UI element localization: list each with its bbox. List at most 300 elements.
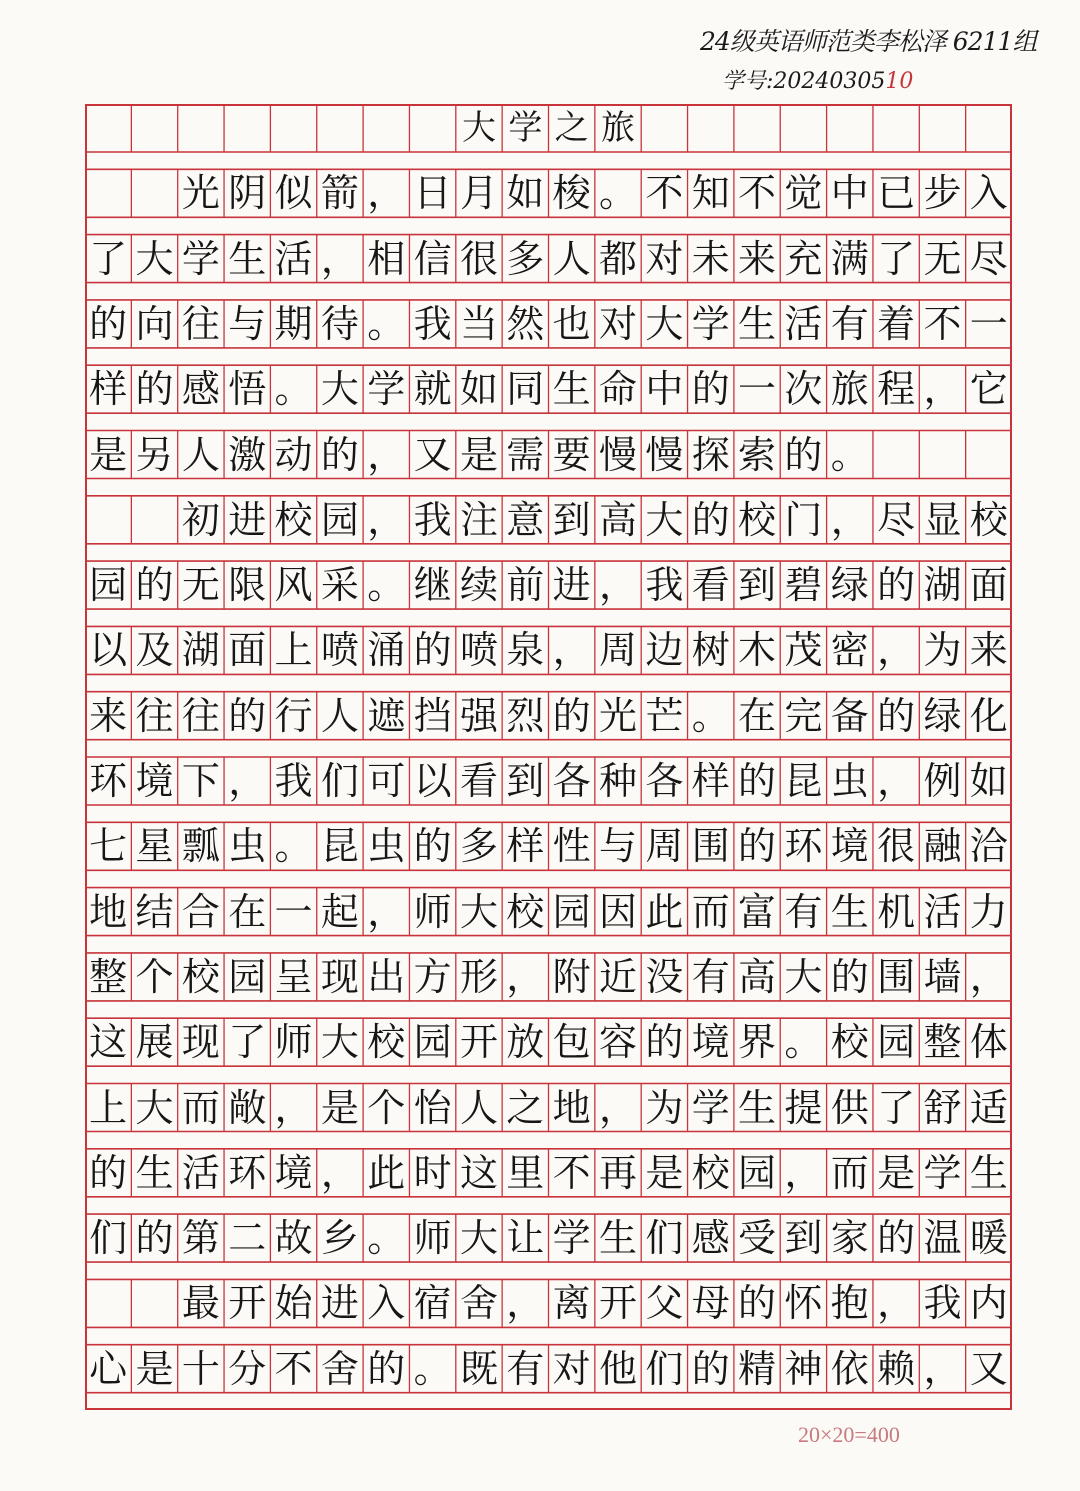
- grid-char: 学: [691, 1085, 730, 1130]
- essay-line: [85, 561, 1012, 609]
- grid-char: 起: [320, 889, 359, 934]
- grid-char: 的: [413, 824, 452, 869]
- essay-line: [85, 626, 1012, 674]
- grid-char: 然: [506, 301, 545, 346]
- grid-char: 附: [552, 954, 591, 999]
- grid-char: 的: [738, 824, 777, 869]
- grid-char: 进: [320, 1281, 359, 1326]
- grid-char: 月: [459, 171, 498, 216]
- essay-line: [85, 1149, 1012, 1197]
- essay-line: [85, 300, 1012, 348]
- grid-char: 有: [691, 954, 730, 999]
- grid-char: 挡: [413, 693, 452, 738]
- grid-char: 以: [413, 759, 452, 803]
- grid-char: 喷: [459, 628, 498, 673]
- grid-char: 校: [738, 497, 777, 542]
- grid-char: 境: [135, 759, 174, 803]
- grid-char: 生: [738, 301, 777, 346]
- grid-char: 学: [508, 108, 543, 148]
- grid-char: 到: [506, 759, 545, 803]
- essay-line: [85, 757, 1012, 805]
- grid-char: 湖: [181, 628, 220, 673]
- grid-char: 的: [228, 693, 267, 738]
- grid-char: 大: [645, 301, 684, 346]
- grid-char: 多: [506, 236, 545, 281]
- grid-char: 合: [181, 889, 220, 934]
- grid-char: 中: [830, 171, 869, 216]
- grid-char: 充: [784, 236, 823, 281]
- grid-char: 动: [274, 432, 313, 477]
- grid-char: 阴: [228, 171, 267, 216]
- grid-char: 慢: [645, 432, 684, 477]
- grid-char: 周: [599, 628, 638, 673]
- grid-char: 的: [413, 628, 452, 673]
- essay-line: [85, 1345, 1012, 1393]
- grid-char: ，: [367, 432, 406, 477]
- grid-char: 第: [181, 1216, 220, 1261]
- grid-char: 来: [89, 693, 128, 738]
- grid-char: 家: [830, 1216, 869, 1261]
- grid-char: 舍: [320, 1346, 359, 1391]
- essay-line: [85, 692, 1012, 740]
- grid-char: ，: [367, 497, 406, 542]
- grid-char: 意: [506, 497, 545, 542]
- grid-char: ，: [599, 1085, 638, 1130]
- grid-char: 化: [969, 693, 1008, 738]
- grid-char: 学: [691, 301, 730, 346]
- grid-char: 如: [459, 367, 498, 412]
- grid-char: 又: [413, 432, 452, 477]
- grid-char: 木: [738, 628, 777, 673]
- grid-char: 我: [923, 1281, 962, 1326]
- grid-char: 面: [228, 628, 267, 673]
- grid-char: 园: [738, 1150, 777, 1195]
- grid-char: 为: [923, 628, 962, 673]
- grid-char: 日: [413, 171, 452, 216]
- grid-char: 开: [228, 1281, 267, 1326]
- grid-char: 到: [552, 497, 591, 542]
- grid-char: 校: [969, 497, 1008, 542]
- grid-char: 觉: [784, 171, 823, 216]
- grid-char: 舒: [923, 1085, 962, 1130]
- grid-char: 的: [89, 301, 128, 346]
- grid-char: 行: [274, 693, 313, 738]
- grid-char: 怀: [784, 1281, 823, 1326]
- grid-char: 芒: [645, 693, 684, 738]
- grid-char: 需: [506, 432, 545, 477]
- grid-char: 探: [691, 432, 730, 477]
- grid-char: 地: [552, 1085, 591, 1130]
- grid-char: 形: [459, 954, 498, 999]
- grid-char: 一: [969, 301, 1008, 346]
- grid-char: 看: [459, 759, 498, 803]
- grid-char: 对: [552, 1346, 591, 1391]
- essay-line: [85, 235, 1012, 283]
- grid-char: 离: [552, 1281, 591, 1326]
- grid-char: 感: [691, 1216, 730, 1261]
- grid-char: 学: [552, 1216, 591, 1261]
- grid-char: 了: [877, 236, 916, 281]
- grid-char: 生: [969, 1150, 1008, 1195]
- grid-char: 环: [89, 759, 128, 803]
- grid-char: 我: [274, 759, 313, 803]
- grid-char: 样: [89, 367, 128, 412]
- essay-line: [85, 1214, 1012, 1262]
- student-id-suffix: 10: [885, 69, 914, 94]
- grid-char: 激: [228, 432, 267, 477]
- grid-char: 各: [552, 759, 591, 803]
- grid-char: ，: [367, 889, 406, 934]
- essay-line: [85, 888, 1012, 936]
- grid-char: 人: [320, 693, 359, 738]
- grid-char: 富: [738, 889, 777, 934]
- grid-char: 向: [135, 301, 174, 346]
- grid-char: 如: [506, 171, 545, 216]
- student-id-prefix: 学号:20240305: [722, 69, 886, 94]
- grid-char: 围: [877, 954, 916, 999]
- grid-char: 此: [367, 1150, 406, 1195]
- grid-char: 现: [181, 1020, 220, 1065]
- essay-line: [85, 169, 1012, 217]
- grid-char: 要: [552, 432, 591, 477]
- grid-char: 园: [228, 954, 267, 999]
- grid-char: 二: [228, 1216, 267, 1261]
- grid-char: 园: [89, 563, 128, 608]
- grid-char: 舍: [459, 1281, 498, 1326]
- grid-char: 光: [181, 171, 220, 216]
- grid-char: 不: [923, 301, 962, 346]
- grid-char: 当: [459, 301, 498, 346]
- grid-char: 他: [599, 1346, 638, 1391]
- grid-char: 以: [89, 628, 128, 673]
- grid-char: 的: [738, 759, 777, 803]
- grid-char: 容: [599, 1020, 638, 1065]
- grid-char: ，: [506, 1281, 545, 1326]
- grid-char: 种: [599, 759, 638, 803]
- grid-char: 人: [459, 1085, 498, 1130]
- essay-line: [85, 1084, 1012, 1132]
- grid-char: 十: [181, 1346, 220, 1391]
- grid-char: 机: [877, 889, 916, 934]
- grid-char: 敞: [228, 1085, 267, 1130]
- grid-char: 着: [877, 301, 916, 346]
- grid-char: 故: [274, 1216, 313, 1261]
- essay-line: [85, 1279, 1012, 1327]
- grid-char: 洽: [969, 824, 1008, 869]
- grid-char: 限: [228, 563, 267, 608]
- grid-char: 有: [784, 889, 823, 934]
- grid-char: 尽: [969, 236, 1008, 281]
- grid-char: 虫: [228, 824, 267, 869]
- grid-char: 无: [923, 236, 962, 281]
- grid-char: 父: [645, 1281, 684, 1326]
- grid-char: 星: [135, 824, 174, 869]
- grid-char: ，: [877, 759, 916, 803]
- grid-char: 校: [181, 954, 220, 999]
- grid-char: 适: [969, 1085, 1008, 1130]
- grid-char: 的: [877, 693, 916, 738]
- grid-char: 到: [738, 563, 777, 608]
- grid-char: 信: [413, 236, 452, 281]
- grid-char: 是: [89, 432, 128, 477]
- grid-char: 体: [969, 1020, 1008, 1065]
- grid-char: 注: [459, 497, 498, 542]
- grid-char: 大: [459, 889, 498, 934]
- grid-char: 。: [691, 693, 730, 738]
- grid-char: 活: [923, 889, 962, 934]
- grid-char: 感: [181, 367, 220, 412]
- grid-char: 遮: [367, 693, 406, 738]
- grid-char: 大: [135, 236, 174, 281]
- grid-char: 们: [89, 1216, 128, 1261]
- grid-char: 。: [599, 171, 638, 216]
- grid-char: 围: [691, 824, 730, 869]
- grid-char: 的: [135, 367, 174, 412]
- grid-char: 境: [274, 1150, 313, 1195]
- grid-char: 有: [506, 1346, 545, 1391]
- grid-char: 学: [181, 236, 220, 281]
- grid-char: 而: [830, 1150, 869, 1195]
- essay-line: [85, 953, 1012, 1001]
- grid-char: 让: [506, 1216, 545, 1261]
- grid-char: 光: [599, 693, 638, 738]
- grid-char: 一: [274, 889, 313, 934]
- grid-char: 有: [830, 301, 869, 346]
- grid-char: 个: [135, 954, 174, 999]
- grid-char: ，: [877, 628, 916, 673]
- grid-char: 的: [784, 432, 823, 477]
- grid-char: 是: [877, 1150, 916, 1195]
- grid-char: 旅: [601, 108, 636, 148]
- grid-char: 。: [784, 1020, 823, 1065]
- grid-char: 墙: [923, 954, 962, 999]
- student-class-name: 24级英语师范类李松泽 6211组: [700, 27, 1037, 56]
- grid-char: 上: [89, 1085, 128, 1130]
- grid-char: 强: [459, 693, 498, 738]
- grid-char: 期: [274, 301, 313, 346]
- grid-char: 多: [459, 824, 498, 869]
- grid-char: 的: [320, 432, 359, 477]
- grid-char: 待: [320, 301, 359, 346]
- grid-char: 大: [459, 1216, 498, 1261]
- grid-char: 此: [645, 889, 684, 934]
- grid-char: 我: [413, 301, 452, 346]
- grid-char: 而: [181, 1085, 220, 1130]
- grid-char: 往: [181, 301, 220, 346]
- grid-char: 绿: [830, 563, 869, 608]
- grid-char: 这: [89, 1020, 128, 1065]
- grid-char: 程: [877, 367, 916, 412]
- grid-char: 尽: [877, 497, 916, 542]
- grid-char: 园: [320, 497, 359, 542]
- grid-char: 索: [738, 432, 777, 477]
- grid-char: ，: [320, 236, 359, 281]
- grid-char: 。: [830, 432, 869, 477]
- grid-char: 前: [506, 563, 545, 608]
- grid-char: 各: [645, 759, 684, 803]
- grid-char: 边: [645, 628, 684, 673]
- grid-char: 融: [923, 824, 962, 869]
- grid-char: 。: [367, 563, 406, 608]
- grid-char: 园: [413, 1020, 452, 1065]
- grid-char: 。: [274, 367, 313, 412]
- grid-char: 赖: [877, 1346, 916, 1391]
- grid-char: 箭: [320, 171, 359, 216]
- grid-char: 是: [459, 432, 498, 477]
- grid-char: 时: [413, 1150, 452, 1195]
- grid-char: 校: [506, 889, 545, 934]
- grid-char: 的: [691, 367, 730, 412]
- grid-char: 最: [181, 1281, 220, 1326]
- manuscript-grid-paper: [85, 104, 1012, 1410]
- grid-char: 与: [599, 824, 638, 869]
- grid-char: 暖: [969, 1216, 1008, 1261]
- grid-char: 高: [599, 497, 638, 542]
- grid-char: 学: [923, 1150, 962, 1195]
- grid-char: 生: [135, 1150, 174, 1195]
- grid-char: 怡: [413, 1085, 452, 1130]
- grid-char: 分: [228, 1346, 267, 1391]
- grid-char: 知: [691, 171, 730, 216]
- grid-char: 为: [645, 1085, 684, 1130]
- grid-char: 的: [552, 693, 591, 738]
- grid-char: 了: [877, 1085, 916, 1130]
- grid-char: ，: [506, 954, 545, 999]
- grid-char: 往: [181, 693, 220, 738]
- grid-char: ，: [923, 367, 962, 412]
- grid-char: 与: [228, 301, 267, 346]
- grid-char: 梭: [552, 171, 591, 216]
- grid-char: 个: [367, 1085, 406, 1130]
- grid-char: 周: [645, 824, 684, 869]
- grid-char: 另: [135, 432, 174, 477]
- grid-char: 采: [320, 563, 359, 608]
- grid-char: 不: [738, 171, 777, 216]
- grid-char: 大: [320, 367, 359, 412]
- grid-char: ，: [320, 1150, 359, 1195]
- essay-line: [85, 1018, 1012, 1066]
- grid-char: 门: [784, 497, 823, 542]
- grid-char: 呈: [274, 954, 313, 999]
- grid-char: 抱: [830, 1281, 869, 1326]
- grid-char: 在: [738, 693, 777, 738]
- grid-char: 的: [877, 563, 916, 608]
- student-header: [700, 22, 1036, 95]
- grid-char: 之: [506, 1085, 545, 1130]
- grid-char: 精: [738, 1346, 777, 1391]
- grid-char: 活: [784, 301, 823, 346]
- grid-char: 已: [877, 171, 916, 216]
- grid-char: 虫: [367, 824, 406, 869]
- grid-char: 的: [877, 1216, 916, 1261]
- grid-char: 因: [599, 889, 638, 934]
- essay-line: [85, 496, 1012, 544]
- grid-char: 的: [367, 1346, 406, 1391]
- grid-char: 。: [274, 824, 313, 869]
- grid-char: ，: [599, 563, 638, 608]
- grid-char: 既: [459, 1346, 498, 1391]
- grid-char: 也: [552, 301, 591, 346]
- grid-char: 进: [228, 497, 267, 542]
- grid-char: 的: [830, 954, 869, 999]
- grid-char: 上: [274, 628, 313, 673]
- grid-char: ，: [228, 759, 267, 803]
- grid-char: 未: [691, 236, 730, 281]
- grid-char: ，: [552, 628, 591, 673]
- grid-char: 往: [135, 693, 174, 738]
- grid-char: 显: [923, 497, 962, 542]
- grid-char: 再: [599, 1150, 638, 1195]
- grid-char: 可: [367, 759, 406, 803]
- grid-char: 不: [552, 1150, 591, 1195]
- grid-char: 师: [274, 1020, 313, 1065]
- grid-char: 大: [784, 954, 823, 999]
- grid-char: 了: [228, 1020, 267, 1065]
- grid-char: 对: [645, 236, 684, 281]
- grid-char: 依: [830, 1346, 869, 1391]
- grid-char: 里: [506, 1150, 545, 1195]
- grid-char: 瓢: [181, 824, 220, 869]
- grid-char: ，: [367, 171, 406, 216]
- grid-char: 是: [320, 1085, 359, 1130]
- grid-char: 环: [228, 1150, 267, 1195]
- grid-char: 它: [969, 367, 1008, 412]
- essay-line: [85, 822, 1012, 870]
- grid-char: 次: [784, 367, 823, 412]
- grid-char: 的: [691, 497, 730, 542]
- grid-char: 又: [969, 1346, 1008, 1391]
- grid-char: 下: [181, 759, 220, 803]
- grid-char: 们: [645, 1216, 684, 1261]
- grid-char: 进: [552, 563, 591, 608]
- grid-char: 环: [784, 824, 823, 869]
- grid-char: 同: [506, 367, 545, 412]
- grid-char: 之: [554, 108, 589, 148]
- grid-char: 相: [367, 236, 406, 281]
- grid-char: 生: [738, 1085, 777, 1130]
- grid-char: 七: [89, 824, 128, 869]
- grid-char: 到: [784, 1216, 823, 1261]
- grid-char: 及: [135, 628, 174, 673]
- grid-char: 受: [738, 1216, 777, 1261]
- grid-char: 母: [691, 1281, 730, 1326]
- grid-char: 的: [691, 1346, 730, 1391]
- grid-char: 入: [367, 1281, 406, 1326]
- grid-char: 出: [367, 954, 406, 999]
- grid-char: 力: [969, 889, 1008, 934]
- grid-char: 而: [691, 889, 730, 934]
- grid-char: 大: [461, 108, 496, 148]
- essay-line: [85, 365, 1012, 413]
- grid-char: 包: [552, 1020, 591, 1065]
- grid-char: 初: [181, 497, 220, 542]
- grid-char: ，: [923, 1346, 962, 1391]
- grid-char: 很: [877, 824, 916, 869]
- grid-char: 不: [645, 171, 684, 216]
- grid-char: 供: [830, 1085, 869, 1130]
- grid-char: 境: [830, 824, 869, 869]
- grid-char: 昆: [320, 824, 359, 869]
- grid-char: 泉: [506, 628, 545, 673]
- grid-char: 悟: [228, 367, 267, 412]
- grid-char: 整: [89, 954, 128, 999]
- grid-char: 乡: [320, 1216, 359, 1261]
- grid-char: ，: [830, 497, 869, 542]
- grid-char: 开: [599, 1281, 638, 1326]
- grid-char: 活: [274, 236, 313, 281]
- grid-char: 步: [923, 171, 962, 216]
- grid-char: 涌: [367, 628, 406, 673]
